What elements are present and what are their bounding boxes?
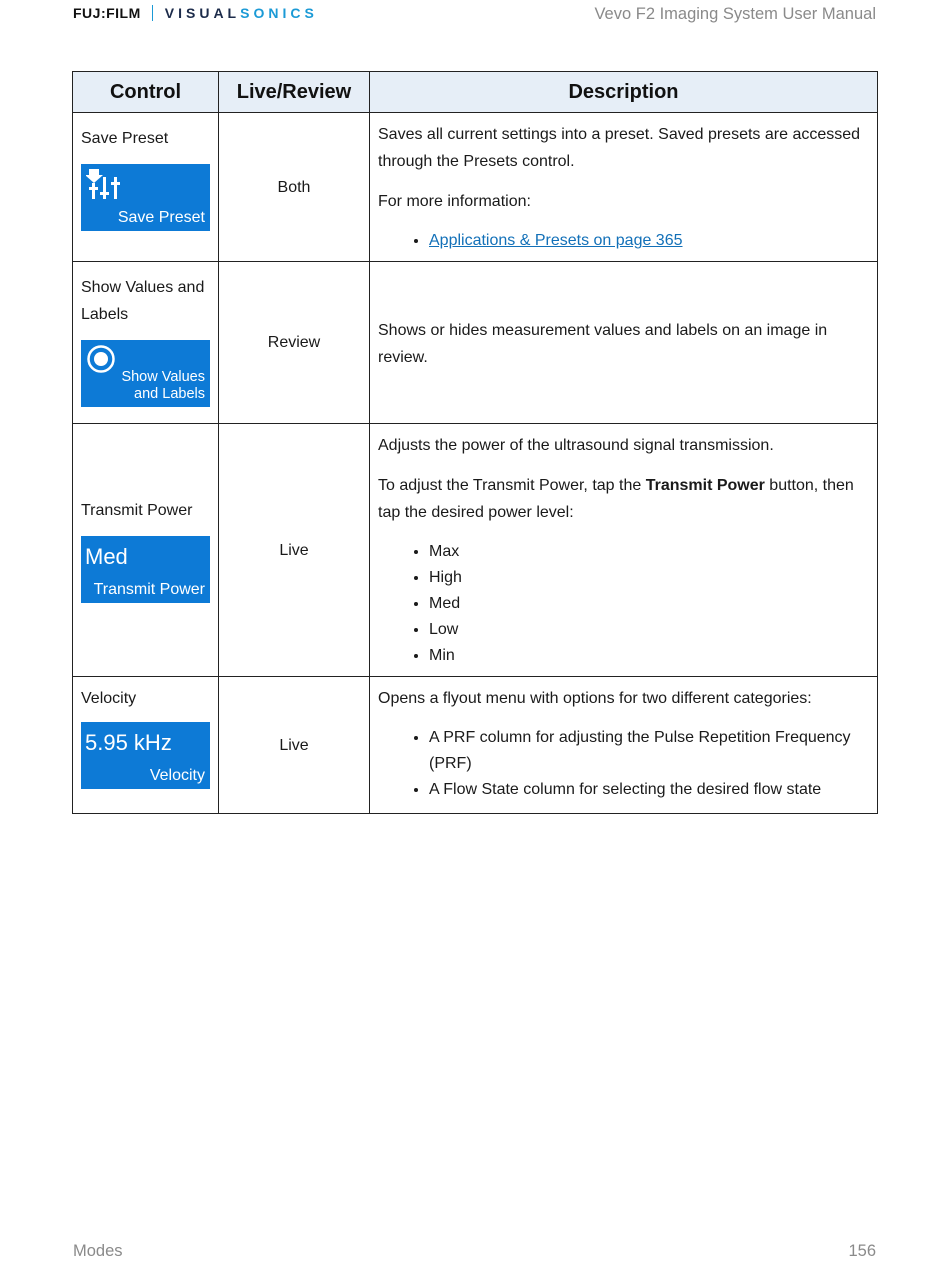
- text-run: To adjust the Transmit Power, tap the: [378, 477, 646, 494]
- show-values-labels-button-label: [121, 369, 205, 403]
- list-item: • A PRF column for adjusting the Pulse Repetition Frequency (PRF): [429, 725, 869, 777]
- description-cell: [370, 113, 878, 262]
- control-name: Save Preset: [81, 130, 169, 147]
- description-text: Shows or hides measurement values and labels on an image in review.: [378, 321, 828, 366]
- save-preset-button[interactable]: [81, 164, 210, 231]
- control-cell: [73, 677, 219, 814]
- description-text: Saves all current settings into a preset. Saved presets are accessed through the Presets control.: [378, 126, 861, 170]
- save-preset-icon: [86, 168, 122, 202]
- button-label-line: and Labels: [134, 386, 205, 402]
- list-item: • A Flow State column for selecting the desired flow state: [429, 777, 869, 803]
- transmit-power-button-label: Transmit Power: [93, 581, 205, 598]
- table-row-save-preset: [73, 113, 878, 262]
- transmit-power-value: Med: [85, 544, 128, 569]
- list-item: [429, 228, 869, 254]
- mode-cell: Review: [219, 262, 370, 424]
- text-run: button, then tap the desired power level:: [378, 477, 854, 521]
- save-preset-button-label: Save Preset: [117, 209, 205, 226]
- control-cell: [73, 113, 219, 262]
- applications-presets-link[interactable]: Applications & Presets on page 365: [429, 232, 683, 249]
- control-name: Velocity: [81, 690, 137, 707]
- options-list: [378, 725, 869, 803]
- description-cell: [370, 677, 878, 814]
- transmit-power-button[interactable]: [81, 536, 210, 603]
- link-list: [378, 228, 869, 254]
- description-text: Adjusts the power of the ultrasound signal transmission.: [378, 437, 774, 454]
- controls-table: [72, 71, 878, 814]
- table-row-transmit-power: [73, 424, 878, 677]
- footer-section-name: Modes: [73, 1242, 123, 1260]
- button-label-line: Show Values: [121, 369, 205, 385]
- document-title: Vevo F2 Imaging System User Manual: [594, 5, 876, 23]
- column-header-live-review: Live/Review: [219, 72, 370, 113]
- column-header-control: Control: [73, 72, 219, 113]
- show-values-labels-button[interactable]: [81, 340, 210, 407]
- list-item: • Low: [429, 617, 869, 643]
- column-header-description: Description: [370, 72, 878, 113]
- control-cell: [73, 424, 219, 677]
- velocity-value: 5.95 kHz: [85, 730, 172, 755]
- power-level-list: [378, 539, 869, 669]
- mode-cell: Live: [219, 424, 370, 677]
- description-cell: [370, 262, 878, 424]
- list-item: • Max: [429, 539, 869, 565]
- fujifilm-visualsonics-logo: [73, 4, 318, 22]
- description-text: Opens a flyout menu with options for two different categories:: [378, 690, 812, 707]
- control-name: Transmit Power: [81, 502, 193, 519]
- velocity-button-label: Velocity: [149, 767, 205, 784]
- list-item: • Med: [429, 591, 869, 617]
- velocity-button[interactable]: [81, 722, 210, 789]
- control-name: Show Values and Labels: [81, 279, 205, 323]
- description-text: [378, 472, 869, 526]
- description-text: For more information:: [378, 193, 531, 210]
- list-item: • Min: [429, 643, 869, 669]
- list-item: • High: [429, 565, 869, 591]
- description-cell: [370, 424, 878, 677]
- logo-fujifilm-text: FUJ:FILM: [73, 5, 141, 21]
- table-header-row: [73, 72, 878, 113]
- mode-cell: Live: [219, 677, 370, 814]
- mode-cell: Both: [219, 113, 370, 262]
- table-row-velocity: [73, 677, 878, 814]
- logo-sonics-text: SONICS: [240, 5, 318, 21]
- control-cell: [73, 262, 219, 424]
- footer-page-number: 156: [848, 1242, 876, 1260]
- radio-toggle-icon: [86, 344, 118, 376]
- logo-divider: [152, 5, 153, 21]
- table-row-show-values-labels: [73, 262, 878, 424]
- logo-visual-text: VISUAL: [164, 5, 241, 21]
- bold-text-run: Transmit Power: [645, 477, 765, 494]
- page-header: [0, 0, 950, 40]
